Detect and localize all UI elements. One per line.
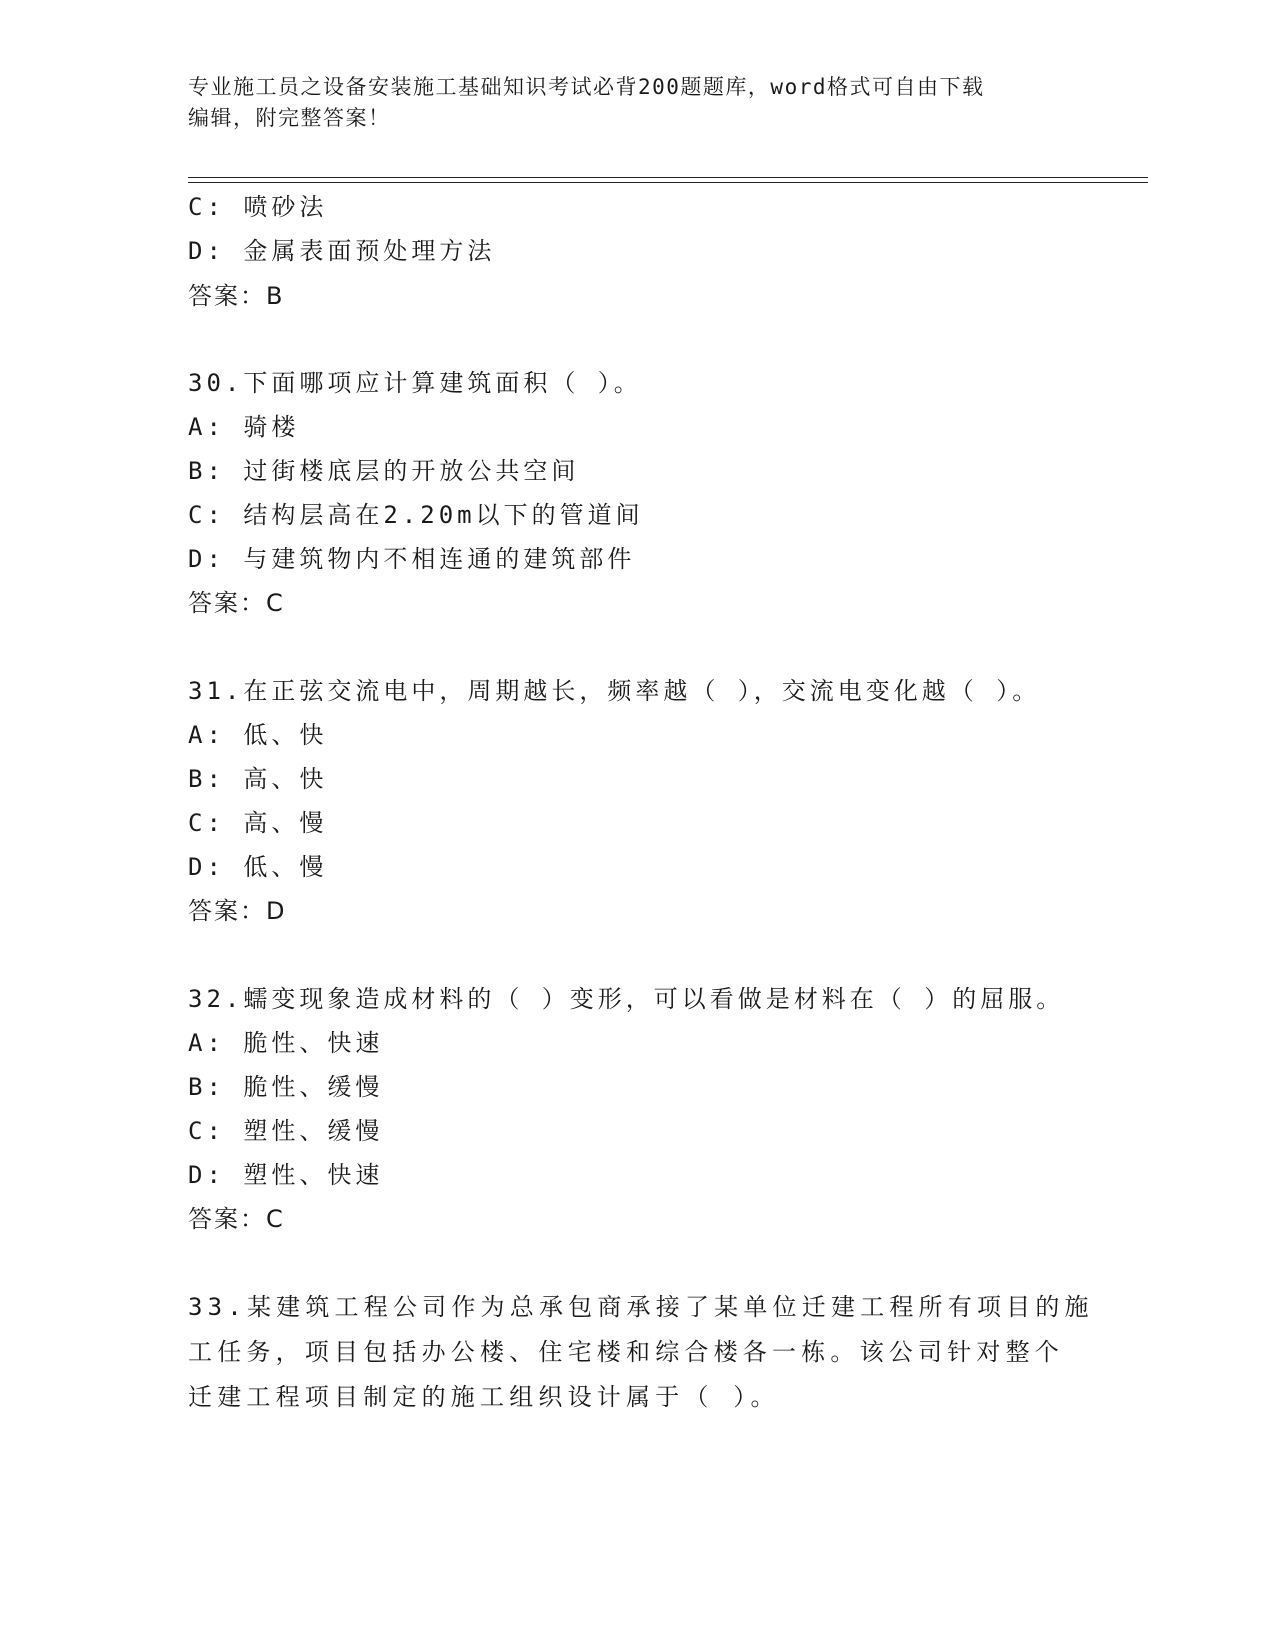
option-b: B: 高、快 [188, 765, 328, 793]
answer-label: 答案：D [188, 897, 287, 925]
option-c: C: 结构层高在2.20m以下的管道间 [188, 501, 644, 529]
option-c: C: 塑性、缓慢 [188, 1117, 384, 1145]
option-a: A: 脆性、快速 [188, 1029, 384, 1057]
question-stem: 31.在正弦交流电中，周期越长，频率越（ ），交流电变化越（ ）。 [188, 677, 1041, 705]
option-b: B: 脆性、缓慢 [188, 1073, 384, 1101]
question-stem-line-2: 工任务，项目包括办公楼、住宅楼和综合楼各一栋。该公司针对整个 [188, 1338, 1064, 1366]
header-divider-top [188, 177, 1148, 178]
option-d: D: 金属表面预处理方法 [188, 237, 496, 265]
option-d: D: 低、慢 [188, 853, 328, 881]
option-a: A: 骑楼 [188, 413, 300, 441]
option-d: D: 与建筑物内不相连通的建筑部件 [188, 545, 636, 573]
option-c: C: 喷砂法 [188, 193, 328, 221]
option-a: A: 低、快 [188, 721, 328, 749]
header-title-line-1: 专业施工员之设备安装施工基础知识考试必背200题题库，word格式可自由下载 [188, 75, 985, 99]
header-title-line-2: 编辑，附完整答案！ [188, 106, 391, 130]
answer-label: 答案：C [188, 1205, 285, 1233]
option-c: C: 高、慢 [188, 809, 328, 837]
question-stem: 30.下面哪项应计算建筑面积（ ）。 [188, 369, 642, 397]
header-divider-bottom [188, 182, 1148, 183]
answer-label: 答案：C [188, 589, 285, 617]
question-stem-line-3: 迁建工程项目制定的施工组织设计属于（ ）。 [188, 1383, 780, 1411]
option-b: B: 过街楼底层的开放公共空间 [188, 457, 580, 485]
answer-label: 答案：B [188, 282, 285, 310]
document-header [188, 72, 1088, 134]
question-stem-line-1: 33.某建筑工程公司作为总承包商承接了某单位迁建工程所有项目的施 [188, 1293, 1094, 1321]
option-d: D: 塑性、快速 [188, 1161, 384, 1189]
question-stem: 32.蠕变现象造成材料的（ ）变形，可以看做是材料在（ ）的屈服。 [188, 985, 1065, 1013]
